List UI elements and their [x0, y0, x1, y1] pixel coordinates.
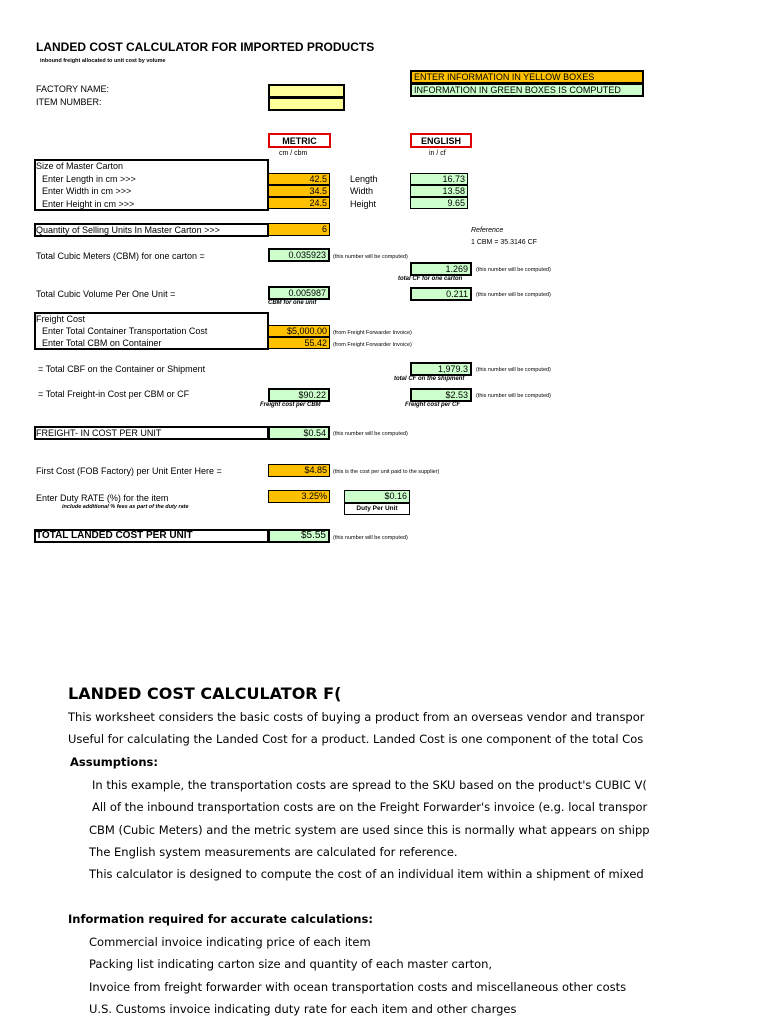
- freight-per-label: = Total Freight-in Cost per CBM or CF: [38, 389, 190, 399]
- total-cf-caption: total CF on the shipment: [394, 376, 465, 382]
- assumption-item: All of the inbound transportation costs are on the Freight Forwarder's invoice (e.g. local transpor: [92, 800, 648, 814]
- container-cbm-input[interactable]: 55.42: [268, 337, 330, 349]
- info-item: U.S. Customs invoice indicating duty rate for each item and other charges: [89, 1002, 517, 1016]
- width-en-label: Width: [350, 186, 374, 196]
- height-label: Enter Height in cm >>>: [42, 199, 135, 209]
- duty-unit-caption: Duty Per Unit: [344, 503, 410, 515]
- assumption-item: This calculator is designed to compute the cost of an individual item within a shipment of mixed: [89, 867, 644, 881]
- width-cm-input[interactable]: 34.5: [268, 185, 330, 197]
- qty-input[interactable]: 6: [268, 223, 330, 236]
- length-label: Enter Length in cm >>>: [42, 174, 136, 184]
- total-cf-value: 1,979.3: [410, 362, 472, 376]
- height-in-value: 9.65: [410, 197, 468, 209]
- length-cm-input[interactable]: 42.5: [268, 173, 330, 185]
- container-cost-note: (from Freight Forwarder Invoice): [333, 330, 412, 336]
- duty-note: include additional % fees as part of the duty rate: [62, 504, 189, 510]
- width-in-value: 13.58: [410, 185, 468, 197]
- freight-per-cbm-caption: Freight cost per CBM: [260, 402, 321, 408]
- item-number-label: ITEM NUMBER:: [36, 97, 102, 107]
- intro-line-1: This worksheet considers the basic costs of buying a product from an overseas vendor and transpor: [68, 710, 645, 724]
- duty-rate-input[interactable]: 3.25%: [268, 490, 330, 503]
- container-cbm-note: (from Freight Forwarder Invoice): [333, 342, 412, 348]
- page-title: LANDED COST CALCULATOR FOR IMPORTED PRODUCTS: [36, 40, 375, 54]
- assumptions-title: Assumptions:: [70, 755, 158, 769]
- freight-unit-note: (this number will be computed): [333, 431, 408, 437]
- page-subtitle: inbound freight allocated to unit cost by volume: [40, 58, 166, 64]
- height-cm-input[interactable]: 24.5: [268, 197, 330, 209]
- first-cost-label: First Cost (FOB Factory) per Unit Enter Here =: [36, 466, 222, 476]
- metric-units: cm / cbm: [279, 150, 308, 157]
- container-cost-label: Enter Total Container Transportation Cost: [42, 326, 208, 336]
- assumption-item: In this example, the transportation costs are spread to the SKU based on the product's CUBIC V(: [92, 778, 647, 792]
- assumption-item: CBM (Cubic Meters) and the metric system are used since this is normally what appears on shipp: [89, 823, 650, 837]
- info-item: Packing list indicating carton size and quantity of each master carton,: [89, 957, 493, 971]
- assumption-item: The English system measurements are calculated for reference.: [89, 845, 458, 859]
- duty-unit-value: $0.16: [344, 490, 410, 503]
- cf-unit-note: (this number will be computed): [476, 292, 551, 298]
- item-number-input[interactable]: [268, 97, 345, 111]
- freight-title: Freight Cost: [36, 314, 86, 324]
- cf-carton-value: 1.269: [410, 262, 472, 276]
- info-item: Invoice from freight forwarder with ocean transportation costs and miscellaneous other costs: [89, 980, 627, 994]
- total-note: (this number will be computed): [333, 535, 408, 541]
- length-en-label: Length: [350, 174, 378, 184]
- duty-label: Enter Duty RATE (%) for the item: [36, 493, 169, 503]
- english-units: in / cf: [429, 150, 446, 157]
- cbm-carton-label: Total Cubic Meters (CBM) for one carton =: [36, 251, 205, 261]
- reference-label: Reference: [471, 227, 504, 234]
- length-in-value: 16.73: [410, 173, 468, 185]
- cbm-carton-value: 0.035923: [268, 248, 330, 262]
- container-cbm-label: Enter Total CBM on Container: [42, 338, 162, 348]
- freight-per-cf-caption: Freight cost per CF: [405, 402, 461, 408]
- freight-per-cf-note: (this number will be computed): [476, 393, 551, 399]
- total-cbf-label: = Total CBF on the Container or Shipment: [38, 364, 206, 374]
- carton-title: Size of Master Carton: [36, 161, 124, 171]
- reference-value: 1 CBM = 35.3146 CF: [471, 239, 537, 246]
- cf-unit-value: 0.211: [410, 287, 472, 301]
- legend-green: INFORMATION IN GREEN BOXES IS COMPUTED: [410, 83, 644, 97]
- total-value: $5.55: [268, 529, 330, 543]
- freight-per-cf-value: $2.53: [410, 388, 472, 402]
- total-label: TOTAL LANDED COST PER UNIT: [36, 530, 193, 541]
- info-item: Commercial invoice indicating price of each item: [89, 935, 371, 949]
- vol-unit-label: Total Cubic Volume Per One Unit =: [36, 289, 176, 299]
- factory-name-input[interactable]: [268, 84, 345, 98]
- total-cf-note: (this number will be computed): [476, 367, 551, 373]
- qty-label: Quantity of Selling Units In Master Carton >>>: [36, 225, 220, 235]
- english-header: ENGLISH: [410, 133, 472, 148]
- first-cost-input[interactable]: $4.85: [268, 464, 330, 477]
- cf-carton-caption: total CF for one carton: [398, 276, 463, 282]
- cf-carton-note: (this number will be computed): [476, 267, 551, 273]
- intro-line-2: Useful for calculating the Landed Cost for a product. Landed Cost is one component of the total Cos: [68, 732, 644, 746]
- width-label: Enter Width in cm >>>: [42, 186, 132, 196]
- container-cost-input[interactable]: $5,000.00: [268, 325, 330, 337]
- description-heading: LANDED COST CALCULATOR F(: [68, 684, 342, 703]
- legend-yellow: ENTER INFORMATION IN YELLOW BOXES: [410, 70, 644, 84]
- metric-header: METRIC: [268, 133, 331, 148]
- cbm-unit-value: 0.005987: [268, 286, 330, 300]
- cbm-unit-caption: CBM for one unit: [268, 300, 317, 306]
- freight-unit-label: FREIGHT- IN COST PER UNIT: [36, 428, 162, 438]
- cbm-carton-note: (this number will be computed): [333, 254, 408, 260]
- info-title: Information required for accurate calculations:: [68, 912, 373, 926]
- first-cost-note: (this is the cost per unit paid to the supplier): [333, 469, 440, 475]
- freight-unit-value: $0.54: [268, 426, 330, 440]
- freight-per-cbm-value: $90.22: [268, 388, 330, 402]
- factory-name-label: FACTORY NAME:: [36, 84, 110, 94]
- height-en-label: Height: [350, 199, 377, 209]
